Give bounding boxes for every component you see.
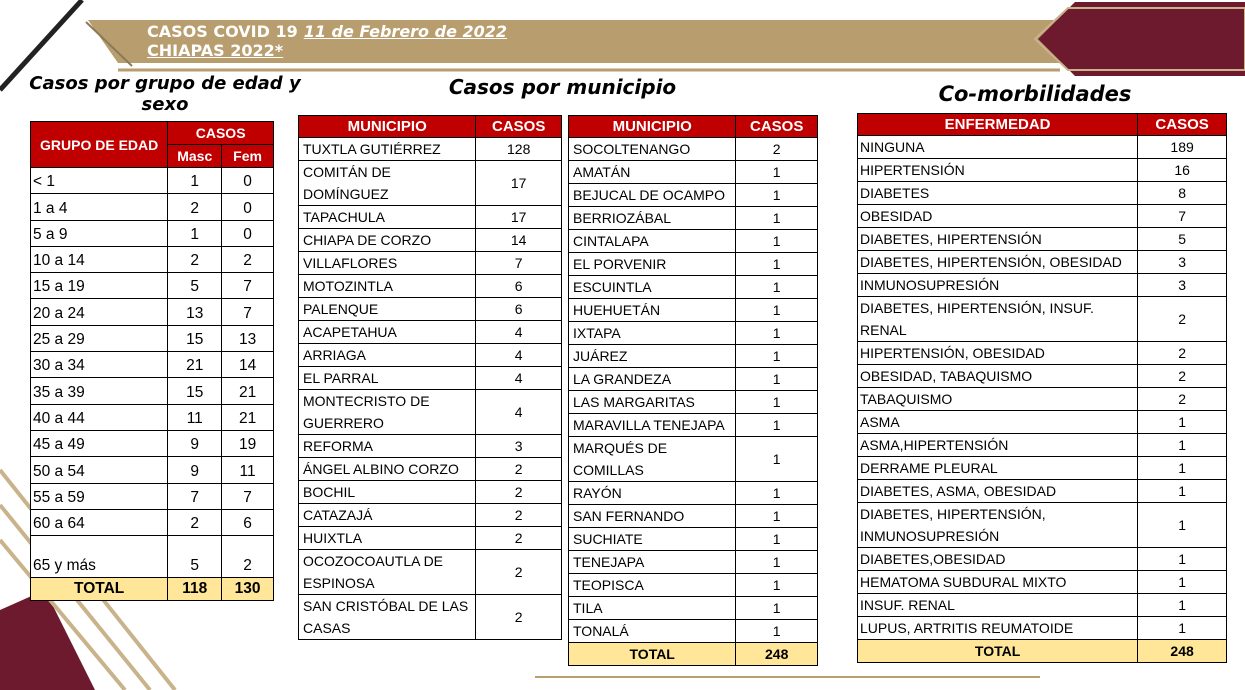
col-header-municipio: MUNICIPIO [299,116,476,138]
enfermedad-name-cell: DIABETES, HIPERTENSIÓN, INSUF. RENAL [858,297,1138,342]
masc-cases-cell: 2 [168,509,222,535]
table-row [858,411,1227,434]
table-row [299,504,562,527]
table-row [858,457,1227,480]
municipio-name-cell: SAN CRISTÓBAL DE LAS CASAS [299,595,476,640]
municipio-cases-cell: 2 [476,481,562,504]
municipio-cases-cell: 1 [736,184,818,207]
table-row [858,594,1227,617]
masc-cases-cell: 21 [168,352,222,378]
enfermedad-name-cell: DIABETES, HIPERTENSIÓN [858,228,1138,251]
enfermedad-cases-cell: 5 [1138,228,1227,251]
municipio-cases-cell: 2 [476,595,562,640]
table-row [31,378,274,404]
enfermedad-name-cell: ASMA,HIPERTENSIÓN [858,434,1138,457]
municipio-cases-cell: 4 [476,344,562,367]
municipio-name-cell: CHIAPA DE CORZO [299,229,476,252]
municipio-name-cell: TONALÁ [569,620,736,643]
maroon-corner-top-right [1038,2,1245,76]
fem-cases-cell: 11 [222,457,274,483]
table-row [299,527,562,550]
municipio-cases-cell: 1 [736,253,818,276]
table-row [858,365,1227,388]
municipio-cases-cell: 1 [736,207,818,230]
table-row [31,220,274,246]
banner-title-text: CASOS COVID 19 [147,22,298,41]
table-row [299,481,562,504]
col-header-enfermedad: ENFERMEDAD [858,114,1138,136]
table-row [299,252,562,275]
masc-cases-cell: 15 [168,325,222,351]
table-row [569,505,818,528]
enfermedad-cases-cell: 1 [1138,411,1227,434]
comorbilidades-table [857,113,1227,663]
municipio-cases-cell: 1 [736,597,818,620]
enfermedad-name-cell: DIABETES, HIPERTENSIÓN, OBESIDAD [858,251,1138,274]
table-row [299,275,562,298]
municipio-cases-cell: 17 [476,206,562,229]
age-group-cell: 55 a 59 [31,483,168,509]
table-row [858,571,1227,594]
enfermedad-cases-cell: 1 [1138,617,1227,640]
col-header-masc: Masc [168,145,222,168]
table-row [299,458,562,481]
municipio-table-2-body [569,138,818,643]
municipio-name-cell: EL PARRAL [299,367,476,390]
table-row [299,138,562,161]
masc-cases-cell: 7 [168,483,222,509]
table-row [31,168,274,194]
municipio-cases-cell: 4 [476,321,562,344]
municipio-name-cell: TEOPISCA [569,574,736,597]
banner-title [147,22,507,60]
table-row [858,274,1227,297]
table-row [31,299,274,325]
enfermedad-cases-cell: 16 [1138,159,1227,182]
municipio-table-2 [568,115,818,666]
table-row [299,298,562,321]
banner-date: 11 de Febrero de 2022 [303,22,508,41]
table-row [299,229,562,252]
enfermedad-cases-cell: 2 [1138,297,1227,342]
municipio-cases-cell: 1 [736,574,818,597]
municipio-name-cell: TILA [569,597,736,620]
municipio-name-cell: PALENQUE [299,298,476,321]
enfermedad-name-cell: DIABETES,OBESIDAD [858,548,1138,571]
table-row [31,404,274,430]
fem-cases-cell: 2 [222,246,274,272]
table-row [569,230,818,253]
comorbilidades-table-body [858,136,1227,640]
municipio-name-cell: ACAPETAHUA [299,321,476,344]
table-row [299,550,562,595]
municipio-name-cell: BOCHIL [299,481,476,504]
municipio-cases-cell: 1 [736,528,818,551]
municipio-cases-cell: 1 [736,299,818,322]
table-row [299,390,562,435]
table-row [858,136,1227,159]
enfermedad-name-cell: ASMA [858,411,1138,434]
municipio-table-1-body [299,138,562,640]
enfermedad-cases-cell: 7 [1138,205,1227,228]
table-row [569,551,818,574]
table-row [858,388,1227,411]
municipio-cases-cell: 1 [736,391,818,414]
table-row [858,434,1227,457]
table-row [299,161,562,206]
table-row [569,299,818,322]
banner-subtitle: CHIAPAS 2022* [147,41,284,60]
table-row [858,251,1227,274]
municipio-name-cell: TAPACHULA [299,206,476,229]
municipio-cases-cell: 1 [736,276,818,299]
fem-cases-cell: 21 [222,378,274,404]
municipio-name-cell: IXTAPA [569,322,736,345]
municipio-cases-cell: 2 [476,458,562,481]
table-row [31,430,274,456]
enfermedad-name-cell: HIPERTENSIÓN, OBESIDAD [858,342,1138,365]
enfermedad-name-cell: LUPUS, ARTRITIS REUMATOIDE [858,617,1138,640]
municipio-name-cell: ÁNGEL ALBINO CORZO [299,458,476,481]
municipio-name-cell: SUCHIATE [569,528,736,551]
age-sex-table [30,121,274,601]
table-row [858,205,1227,228]
municipio-name-cell: LAS MARGARITAS [569,391,736,414]
enfermedad-cases-cell: 1 [1138,571,1227,594]
age-group-cell: 20 a 24 [31,299,168,325]
table-row [569,368,818,391]
table-row [569,574,818,597]
municipio-cases-cell: 7 [476,252,562,275]
table-row [299,435,562,458]
municipio-name-cell: TENEJAPA [569,551,736,574]
municipio-name-cell: MARQUÉS DE COMILLAS [569,437,736,482]
table-row [858,159,1227,182]
table-row [31,457,274,483]
municipio-cases-cell: 128 [476,138,562,161]
col-header-casos: CASOS [1138,114,1227,136]
municipio-name-cell: REFORMA [299,435,476,458]
table-row [569,184,818,207]
fem-cases-cell: 7 [222,299,274,325]
municipio-cases-cell: 17 [476,161,562,206]
enfermedad-cases-cell: 1 [1138,594,1227,617]
fem-cases-cell: 13 [222,325,274,351]
fem-cases-cell: 0 [222,168,274,194]
municipio-cases-cell: 1 [736,437,818,482]
age-group-cell: 65 y más [31,536,168,578]
col-header-municipio: MUNICIPIO [569,116,736,138]
municipio-cases-cell: 6 [476,275,562,298]
table-row [31,509,274,535]
masc-cases-cell: 2 [168,194,222,220]
municipio-name-cell: JUÁREZ [569,345,736,368]
enfermedad-name-cell: DIABETES [858,182,1138,205]
municipio-cases-cell: 2 [476,527,562,550]
municipio-cases-cell: 1 [736,230,818,253]
table-row [299,367,562,390]
municipio-name-cell: BERRIOZÁBAL [569,207,736,230]
municipio-table-1 [298,115,562,640]
municipio-cases-cell: 1 [736,322,818,345]
municipio-name-cell: HUEHUETÁN [569,299,736,322]
table-row [31,536,274,578]
age-group-cell: 35 a 39 [31,378,168,404]
table-row [569,276,818,299]
table-row [569,597,818,620]
age-total-label: TOTAL [31,578,168,601]
fem-cases-cell: 2 [222,536,274,578]
fem-cases-cell: 6 [222,509,274,535]
age-total-masc: 118 [168,578,222,601]
enfermedad-name-cell: TABAQUISMO [858,388,1138,411]
age-table-body [31,168,274,578]
table-row [31,194,274,220]
age-group-cell: 60 a 64 [31,509,168,535]
municipio-cases-cell: 1 [736,345,818,368]
fem-cases-cell: 0 [222,220,274,246]
enfermedad-cases-cell: 1 [1138,480,1227,503]
enfermedad-name-cell: DERRAME PLEURAL [858,457,1138,480]
table-row [299,595,562,640]
table-row [569,437,818,482]
table-row [569,482,818,505]
table-row [858,617,1227,640]
municipio-name-cell: MARAVILLA TENEJAPA [569,414,736,437]
enfermedad-name-cell: HEMATOMA SUBDURAL MIXTO [858,571,1138,594]
age-total-fem: 130 [222,578,274,601]
table-row [31,352,274,378]
enfermedad-name-cell: DIABETES, HIPERTENSIÓN, INMUNOSUPRESIÓN [858,503,1138,548]
enfermedad-cases-cell: 189 [1138,136,1227,159]
municipio-cases-cell: 1 [736,482,818,505]
enfermedad-name-cell: OBESIDAD, TABAQUISMO [858,365,1138,388]
table-row [299,344,562,367]
age-group-cell: 25 a 29 [31,325,168,351]
table-row [31,273,274,299]
enfermedad-name-cell: INSUF. RENAL [858,594,1138,617]
age-group-cell: 5 a 9 [31,220,168,246]
municipio-name-cell: LA GRANDEZA [569,368,736,391]
table-row [299,321,562,344]
table-row [31,325,274,351]
masc-cases-cell: 9 [168,430,222,456]
masc-cases-cell: 9 [168,457,222,483]
enfermedad-name-cell: INMUNOSUPRESIÓN [858,274,1138,297]
enfermedad-name-cell: DIABETES, ASMA, OBESIDAD [858,480,1138,503]
table-row [569,207,818,230]
municipio-name-cell: TUXTLA GUTIÉRREZ [299,138,476,161]
enfermedad-name-cell: HIPERTENSIÓN [858,159,1138,182]
municipio-cases-cell: 3 [476,435,562,458]
age-group-cell: 45 a 49 [31,430,168,456]
municipio-name-cell: MOTOZINTLA [299,275,476,298]
age-group-cell: < 1 [31,168,168,194]
masc-cases-cell: 1 [168,168,222,194]
municipio-name-cell: VILLAFLORES [299,252,476,275]
table-row [858,297,1227,342]
fem-cases-cell: 7 [222,273,274,299]
age-group-cell: 50 a 54 [31,457,168,483]
table-row [858,480,1227,503]
municipio-name-cell: CATAZAJÁ [299,504,476,527]
enfermedad-cases-cell: 2 [1138,365,1227,388]
enfermedad-cases-cell: 1 [1138,503,1227,548]
fem-cases-cell: 0 [222,194,274,220]
age-section-heading: Casos por grupo de edad y sexo [29,73,301,115]
col-header-casos: CASOS [736,116,818,138]
age-group-cell: 40 a 44 [31,404,168,430]
enfermedad-cases-cell: 1 [1138,457,1227,480]
municipio-name-cell: RAYÓN [569,482,736,505]
municipio-name-cell: AMATÁN [569,161,736,184]
masc-cases-cell: 11 [168,404,222,430]
municipio-cases-cell: 2 [476,550,562,595]
table-row [858,503,1227,548]
municipio-cases-cell: 1 [736,414,818,437]
table-row [31,246,274,272]
municipio-cases-cell: 14 [476,229,562,252]
table-row [569,414,818,437]
municipio-cases-cell: 1 [736,620,818,643]
age-group-cell: 15 a 19 [31,273,168,299]
masc-cases-cell: 15 [168,378,222,404]
masc-cases-cell: 2 [168,246,222,272]
municipio-name-cell: OCOZOCOAUTLA DE ESPINOSA [299,550,476,595]
municipio-cases-cell: 6 [476,298,562,321]
fem-cases-cell: 7 [222,483,274,509]
enfermedad-cases-cell: 3 [1138,251,1227,274]
fem-cases-cell: 21 [222,404,274,430]
municipio-cases-cell: 1 [736,505,818,528]
enfermedad-cases-cell: 1 [1138,434,1227,457]
table-row [858,342,1227,365]
enfermedad-name-cell: NINGUNA [858,136,1138,159]
municipio-name-cell: CINTALAPA [569,230,736,253]
col-header-casos: CASOS [168,122,274,145]
table-row [569,253,818,276]
fem-cases-cell: 14 [222,352,274,378]
municipio-total-cases: 248 [736,643,818,666]
municipio-name-cell: MONTECRISTO DE GUERRERO [299,390,476,435]
comorbilidades-section-heading: Co-morbilidades [938,82,1132,106]
municipio-cases-cell: 1 [736,161,818,184]
municipio-cases-cell: 1 [736,551,818,574]
table-row [569,528,818,551]
municipio-name-cell: BEJUCAL DE OCAMPO [569,184,736,207]
col-header-fem: Fem [222,145,274,168]
municipio-cases-cell: 1 [736,368,818,391]
fem-cases-cell: 19 [222,430,274,456]
enfermedad-cases-cell: 2 [1138,388,1227,411]
municipio-name-cell: COMITÁN DE DOMÍNGUEZ [299,161,476,206]
table-row [569,138,818,161]
masc-cases-cell: 13 [168,299,222,325]
municipio-section-heading: Casos por municipio [448,75,677,99]
enfermedad-cases-cell: 3 [1138,274,1227,297]
municipio-total-label: TOTAL [569,643,736,666]
table-row [569,345,818,368]
municipio-name-cell: SAN FERNANDO [569,505,736,528]
enfermedad-cases-cell: 2 [1138,342,1227,365]
enfermedad-name-cell: OBESIDAD [858,205,1138,228]
age-group-cell: 10 a 14 [31,246,168,272]
municipio-name-cell: HUIXTLA [299,527,476,550]
enfermedad-cases-cell: 8 [1138,182,1227,205]
table-row [858,182,1227,205]
age-group-cell: 30 a 34 [31,352,168,378]
table-row [569,391,818,414]
table-row [31,483,274,509]
municipio-name-cell: ARRIAGA [299,344,476,367]
municipio-name-cell: EL PORVENIR [569,253,736,276]
table-row [569,620,818,643]
municipio-cases-cell: 2 [736,138,818,161]
table-row [569,322,818,345]
table-row [858,548,1227,571]
col-header-casos: CASOS [476,116,562,138]
table-row [569,161,818,184]
municipio-name-cell: ESCUINTLA [569,276,736,299]
masc-cases-cell: 1 [168,220,222,246]
municipio-cases-cell: 2 [476,504,562,527]
municipio-cases-cell: 4 [476,390,562,435]
enfermedad-cases-cell: 1 [1138,548,1227,571]
age-group-cell: 1 a 4 [31,194,168,220]
comorbilidades-total-cases: 248 [1138,640,1227,663]
masc-cases-cell: 5 [168,273,222,299]
municipio-cases-cell: 4 [476,367,562,390]
municipio-name-cell: SOCOLTENANGO [569,138,736,161]
table-row [299,206,562,229]
col-header-grupo-edad: GRUPO DE EDAD [31,122,168,168]
comorbilidades-total-label: TOTAL [858,640,1138,663]
masc-cases-cell: 5 [168,536,222,578]
table-row [858,228,1227,251]
